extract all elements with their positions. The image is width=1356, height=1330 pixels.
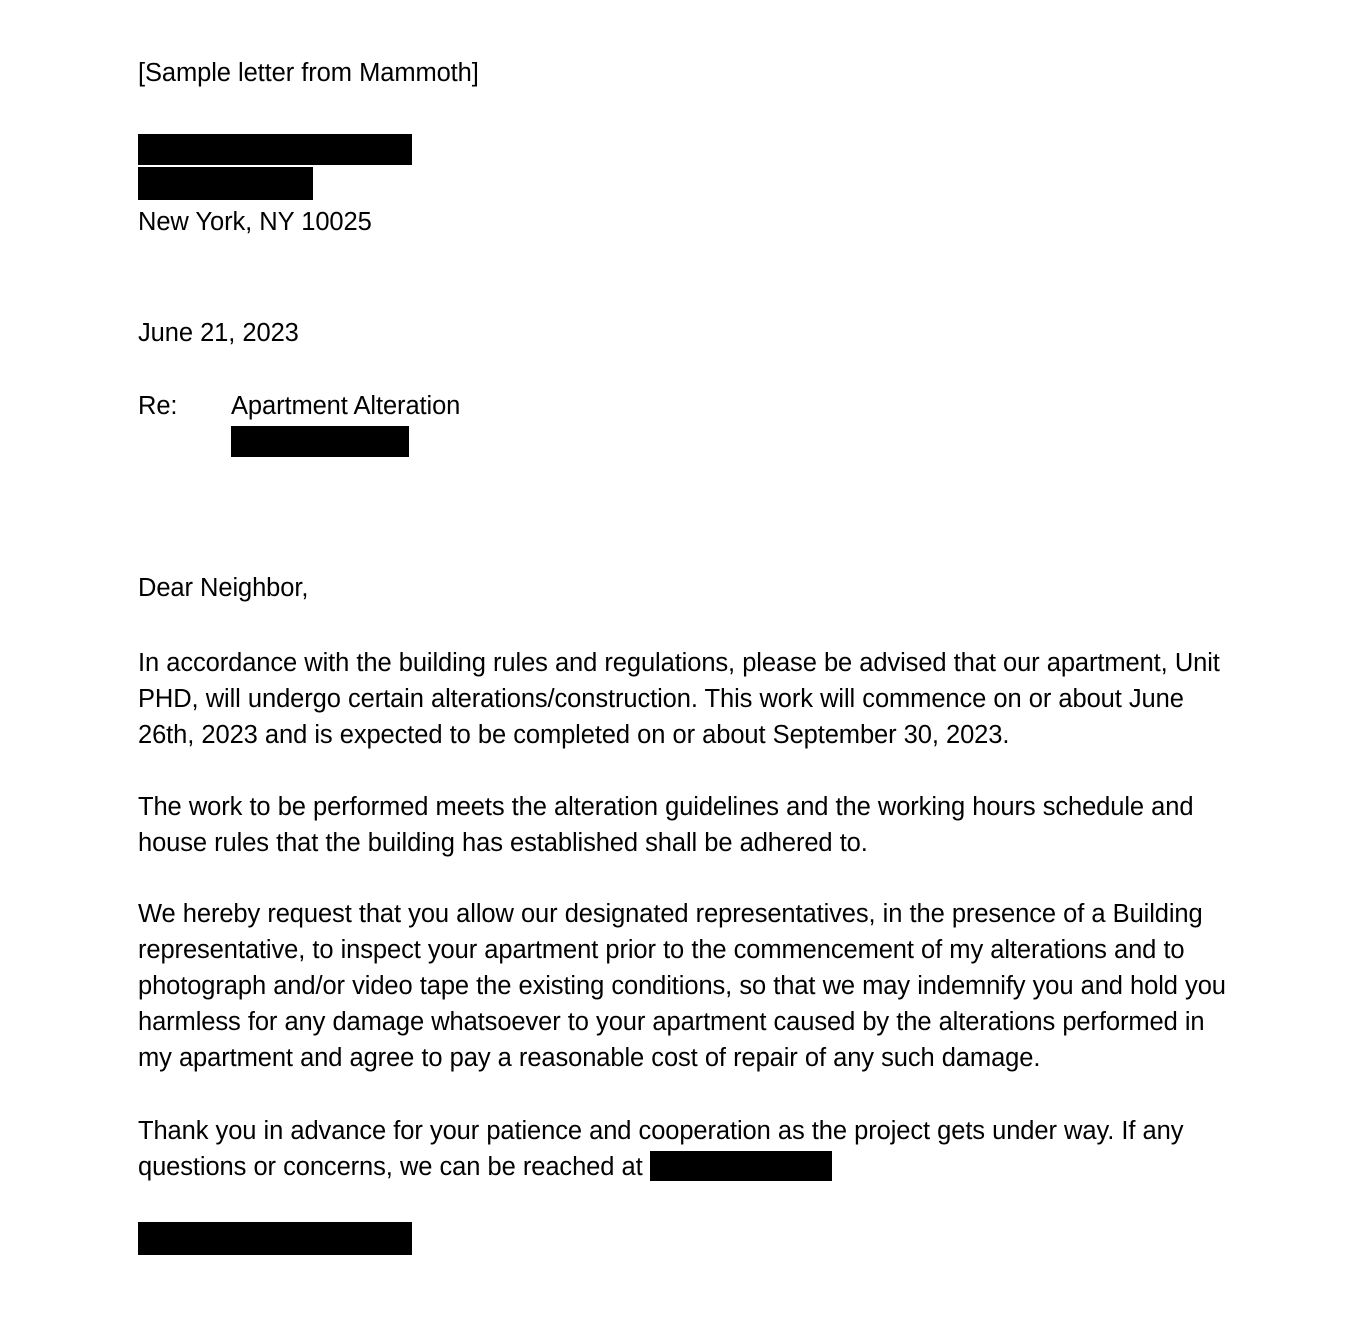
redaction-bar-signature: [138, 1222, 412, 1255]
sender-city-state-zip: New York, NY 10025: [138, 208, 372, 236]
closing-paragraph-text: Thank you in advance for your patience and cooperation as the project gets under way. If any questions or concerns, we can be reached at: [138, 1117, 1184, 1181]
redaction-bar-sender-name: [138, 134, 412, 165]
redaction-bar-contact-info: [650, 1151, 832, 1181]
letter-date: June 21, 2023: [138, 319, 299, 347]
redaction-bar-sender-street: [138, 167, 313, 200]
closing-paragraph: [138, 1113, 1233, 1185]
subject-line: [138, 388, 460, 424]
subject-label: Re:: [138, 392, 178, 420]
body-paragraph-1: In accordance with the building rules and regulations, please be advised that our apartment, Unit PHD, will undergo certain alterations/construction. This work will commence on or about June 26th, 2023 and is expected to be completed on or about September 30, 2023.: [138, 649, 1220, 749]
redaction-bar-subject-second-line: [231, 426, 409, 457]
sample-letter-header-note: [Sample letter from Mammoth]: [138, 59, 479, 87]
body-paragraph-3: We hereby request that you allow our designated representatives, in the presence of a Building representative, to inspect your apartment prior to the commencement of my alterations and to photograph and/or video tape the existing conditions, so that we may indemnify you and hold you harmless for any damage whatsoever to your apartment caused by the alterations performed in my apartment and agree to pay a reasonable cost of repair of any such damage.: [138, 900, 1226, 1072]
salutation: Dear Neighbor,: [138, 574, 309, 602]
subject-text: Apartment Alteration: [231, 392, 461, 420]
body-paragraph-2: The work to be performed meets the alteration guidelines and the working hours schedule and house rules that the building has established shall be adhered to.: [138, 793, 1194, 857]
